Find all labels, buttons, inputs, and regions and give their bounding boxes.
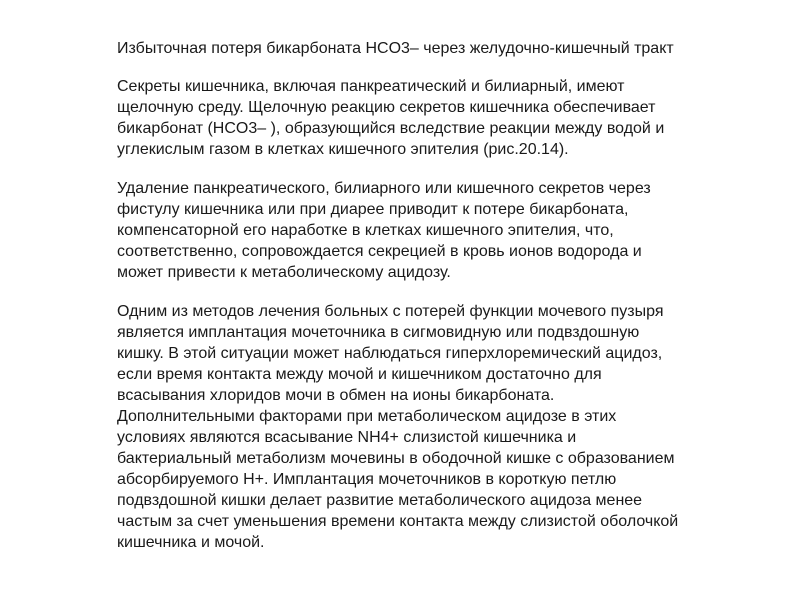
text-line: может привести к метаболическому ацидозу. bbox=[117, 264, 451, 281]
text-line: бикарбонат (HCO3– ), образующийся вследствие реакции между водой и bbox=[117, 120, 665, 137]
text-line: компенсаторной его наработке в клетках кишечного эпителия, что, bbox=[117, 222, 614, 239]
paragraph-2 bbox=[117, 178, 767, 283]
text-line: углекислым газом в клетках кишечного эпителия (рис.20.14). bbox=[117, 141, 569, 158]
text-line: Дополнительными факторами при метаболическом ацидозе в этих bbox=[117, 408, 617, 425]
text-line: кишку. В этой ситуации может наблюдаться гиперхлоремический ацидоз, bbox=[117, 345, 663, 362]
slide-title: Избыточная потеря бикарбоната HCO3– через желудочно-кишечный тракт bbox=[117, 40, 674, 57]
text-line: Удаление панкреатического, билиарного или кишечного секретов через bbox=[117, 180, 651, 197]
text-line: Одним из методов лечения больных с потерей функции мочевого пузыря bbox=[117, 303, 664, 320]
text-line: щелочную среду. Щелочную реакцию секретов кишечника обеспечивает bbox=[117, 99, 656, 116]
text-line: всасывания хлоридов мочи в обмен на ионы бикарбоната. bbox=[117, 387, 555, 404]
text-line: условиях являются всасывание NH4+ слизистой кишечника и bbox=[117, 429, 577, 446]
text-line: Секреты кишечника, включая панкреатический и билиарный, имеют bbox=[117, 78, 625, 95]
text-line: фистулу кишечника или при диарее приводит к потере бикарбоната, bbox=[117, 201, 629, 218]
paragraph-1 bbox=[117, 76, 767, 160]
text-line: подвздошной кишки делает развитие метаболического ацидоза менее bbox=[117, 492, 643, 509]
text-line: бактериальный метаболизм мочевины в ободочной кишке с образованием bbox=[117, 450, 675, 467]
text-line: соответственно, сопровождается секрецией в кровь ионов водорода и bbox=[117, 243, 642, 260]
text-line: частым за счет уменьшения времени контакта между слизистой оболочкой bbox=[117, 513, 679, 530]
text-line: абсорбируемого H+. Имплантация мочеточников в короткую петлю bbox=[117, 471, 617, 488]
text-line: является имплантация мочеточника в сигмовидную или подвздошную bbox=[117, 324, 640, 341]
slide-content bbox=[117, 38, 767, 571]
text-line: если время контакта между мочой и кишечником достаточно для bbox=[117, 366, 602, 383]
text-line: кишечника и мочой. bbox=[117, 534, 265, 551]
paragraph-3 bbox=[117, 301, 767, 553]
